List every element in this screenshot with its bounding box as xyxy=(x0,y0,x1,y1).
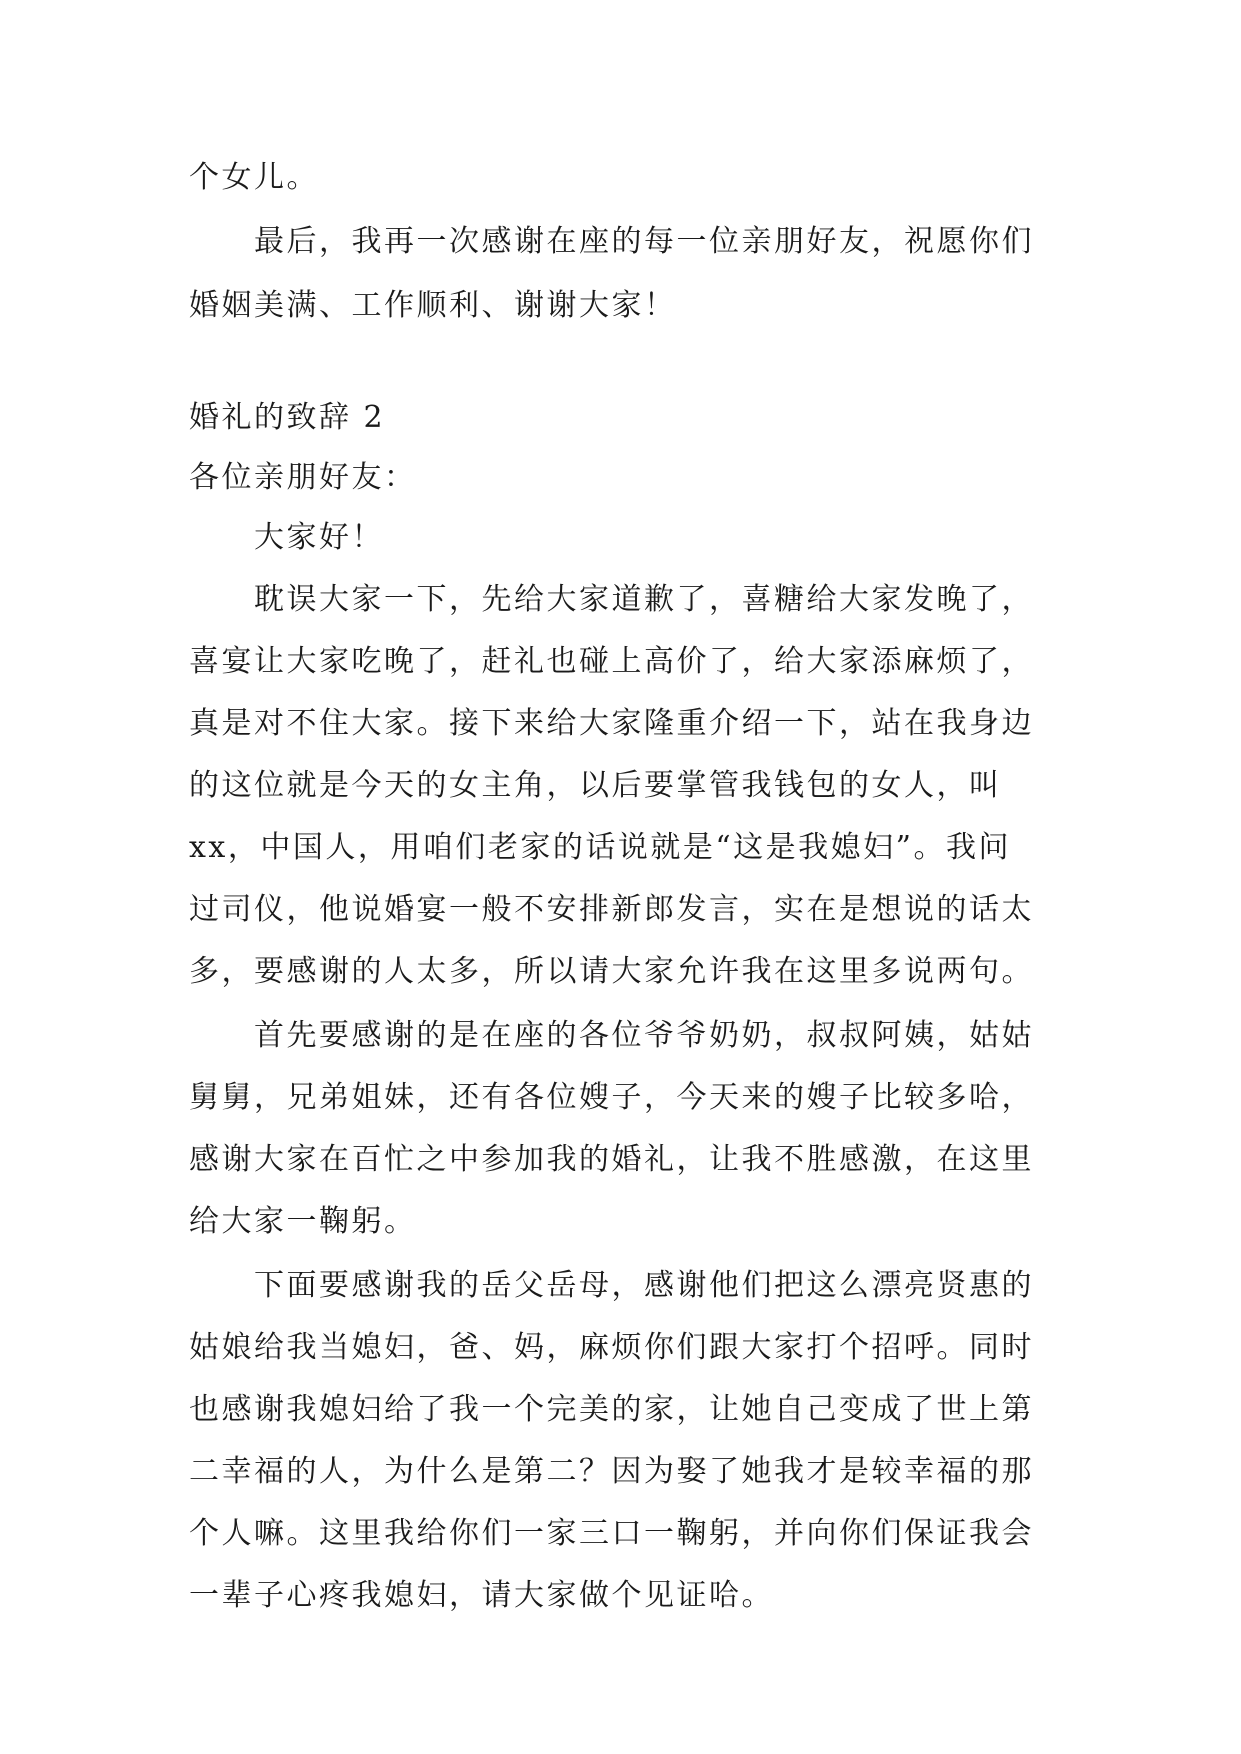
text-line: 首先要感谢的是在座的各位爷爷奶奶，叔叔阿姨，姑姑 xyxy=(254,1018,1034,1053)
text-line: 过司仪，他说婚宴一般不安排新郎发言，实在是想说的话太 xyxy=(189,892,1034,927)
text-line: 耽误大家一下，先给大家道歉了，喜糖给大家发晚了， xyxy=(254,582,1034,617)
text-line: xx，中国人，用咱们老家的话说就是“这是我媳妇”。我问 xyxy=(189,830,1012,865)
salutation: 各位亲朋好友： xyxy=(189,460,417,495)
text-line: 感谢大家在百忙之中参加我的婚礼，让我不胜感激，在这里 xyxy=(189,1142,1034,1177)
text-line: 婚姻美满、工作顺利、谢谢大家！ xyxy=(189,288,677,323)
text-line: 二幸福的人，为什么是第二？因为娶了她我才是较幸福的那 xyxy=(189,1454,1034,1489)
text-line: 大家好！ xyxy=(254,520,384,555)
text-line: 多，要感谢的人太多，所以请大家允许我在这里多说两句。 xyxy=(189,954,1034,989)
text-line: 一辈子心疼我媳妇，请大家做个见证哈。 xyxy=(189,1578,774,1613)
text-line: 姑娘给我当媳妇，爸、妈，麻烦你们跟大家打个招呼。同时 xyxy=(189,1330,1034,1365)
text-line: 也感谢我媳妇给了我一个完美的家，让她自己变成了世上第 xyxy=(189,1392,1034,1427)
text-line: 给大家一鞠躬。 xyxy=(189,1204,417,1239)
text-line: 个人嘛。这里我给你们一家三口一鞠躬，并向你们保证我会 xyxy=(189,1516,1034,1551)
text-line: 最后，我再一次感谢在座的每一位亲朋好友，祝愿你们 xyxy=(254,224,1034,259)
text-line: 的这位就是今天的女主角，以后要掌管我钱包的女人，叫 xyxy=(189,768,1002,803)
text-line: 下面要感谢我的岳父岳母，感谢他们把这么漂亮贤惠的 xyxy=(254,1268,1034,1303)
text-line: 个女儿。 xyxy=(189,160,319,195)
text-line: 喜宴让大家吃晚了，赶礼也碰上高价了，给大家添麻烦了， xyxy=(189,644,1034,679)
text-line: 真是对不住大家。接下来给大家隆重介绍一下，站在我身边 xyxy=(189,706,1034,741)
section-title: 婚礼的致辞 2 xyxy=(189,400,386,435)
text-line: 舅舅，兄弟姐妹，还有各位嫂子，今天来的嫂子比较多哈， xyxy=(189,1080,1034,1115)
